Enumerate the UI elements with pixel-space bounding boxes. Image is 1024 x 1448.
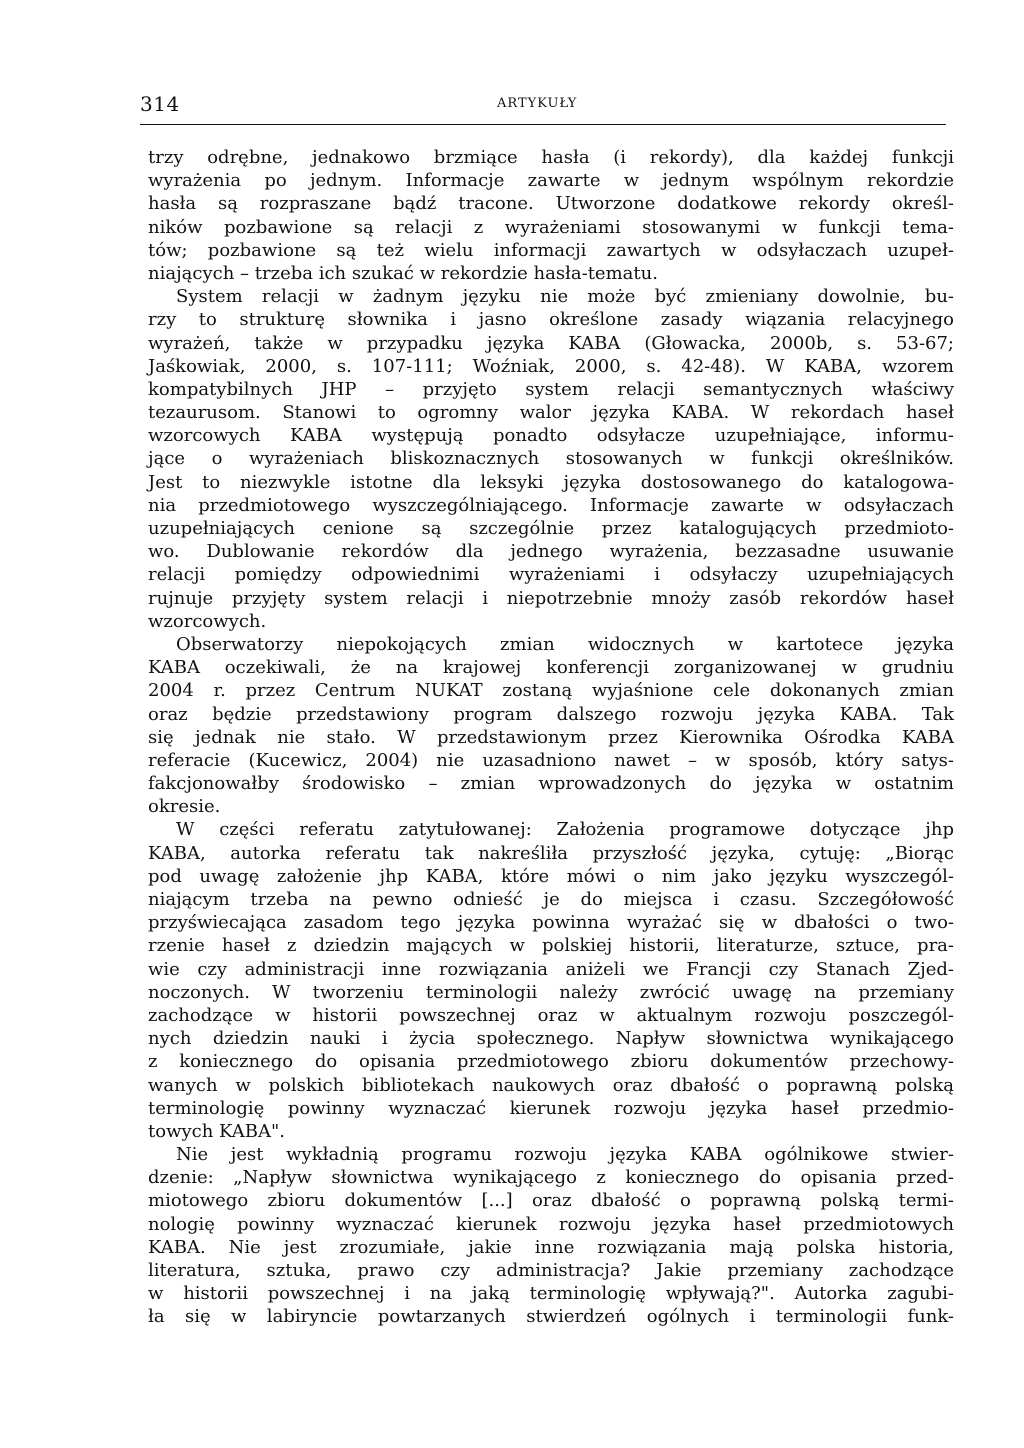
text-line: referacie (Kucewicz, 2004) nie uzasadniono nawet – w sposób, który satys- [148,749,954,771]
text-line: okresie. [148,796,221,818]
text-line: Jest to niezwykle istotne dla leksyki języka dostosowanego do katalogowa- [148,471,954,493]
text-line: relacji pomiędzy odpowiednimi wyrażeniami i odsyłaczy uzupełniających [148,564,954,586]
text-line: zachodzące w historii powszechnej oraz w aktualnym rozwoju poszczegól- [148,1004,954,1026]
paragraph [148,1143,954,1329]
text-line: nia przedmiotowego wyszczególniającego. Informacje zawarte w odsyłaczach [148,494,954,516]
text-line: 2004 r. przez Centrum NUKAT zostaną wyjaśnione cele dokonanych zmian [148,680,954,702]
text-line: wzorcowych KABA występują ponadto odsyłacze uzupełniające, informu- [148,425,954,447]
text-line: niającym trzeba na pewno odnieść je do miejsca i czasu. Szczegółowość [148,889,954,910]
page-number: 314 [140,92,180,116]
text-line: się jednak nie stało. W przedstawionym przez Kierownika Ośrodka KABA [148,726,954,748]
text-line: pod uwagę założenie jhp KABA, które mówi o nim jako języku wyszczegól- [148,865,954,887]
text-line: ników pozbawione są relacji z wyrażeniami stosowanymi w funkcji tema- [148,216,954,238]
text-line: fakcjonowałby środowisko – zmian wprowadzonych do języka w ostatnim [148,773,954,795]
text-line: nologię powinny wyznaczać kierunek rozwoju języka haseł przedmiotowych [148,1213,954,1235]
running-head: ARTYKUŁY [497,96,578,111]
text-line: rzenie haseł z dziedzin mających w polskiej historii, literaturze, sztuce, pra- [148,935,954,957]
text-line: Jaśkowiak, 2000, s. 107-111; Woźniak, 2000, s. 42-48). W KABA, wzorem [148,355,954,377]
text-line: dzenie: „Napływ słownictwa wynikającego z koniecznego do opisania przed- [148,1167,954,1189]
page-header [140,90,946,125]
paragraph [148,818,954,1143]
text-line: wie czy administracji inne rozwiązania aniżeli we Francji czy Stanach Zjed- [148,958,954,980]
text-line: literatura, sztuka, prawo czy administracja? Jakie przemiany zachodzące [148,1260,954,1281]
text-line: przyświecająca zasadom tego języka powinna wyrażać się w dbałości o two- [148,912,954,934]
text-line: jące o wyrażeniach bliskoznacznych stosowanych w funkcji określników. [148,448,954,470]
text-line: KABA oczekiwali, że na krajowej konferencji zorganizowanej w grudniu [148,657,954,679]
text-line: oraz będzie przedstawiony program dalszego rozwoju języka KABA. Tak [148,703,954,725]
text-line: towych KABA". [148,1120,285,1142]
text-line: ła się w labiryncie powtarzanych stwierdzeń ogólnych i terminologii funk- [148,1306,954,1328]
paragraph [148,285,954,633]
text-line: rujnuje przyjęty system relacji i niepotrzebnie mnoży zasób rekordów haseł [148,587,954,609]
text-line: terminologię powinny wyznaczać kierunek rozwoju języka haseł przedmio- [148,1097,954,1119]
text-line: w historii powszechnej i na jaką terminologię wpływają?". Autorka zagubi- [148,1283,954,1305]
text-line: hasła są rozpraszane bądź tracone. Utworzone dodatkowe rekordy określ- [148,193,954,215]
text-line: noczonych. W tworzeniu terminologii należy zwrócić uwagę na przemiany [148,981,954,1003]
text-line: KABA, autorka referatu tak nakreśliła przyszłość języka, cytuję: „Biorąc [148,842,954,864]
text-line: Nie jest wykładnią programu rozwoju języka KABA ogólnikowe stwier- [176,1144,954,1166]
text-line: rzy to strukturę słownika i jasno określone zasady wiązania relacyjnego [148,309,954,331]
article-body [148,146,954,1329]
text-line: uzupełniających cenione są szczególnie przez katalogujących przedmioto- [148,518,954,539]
text-line: wo. Dublowanie rekordów dla jednego wyrażenia, bezzasadne usuwanie [148,541,954,563]
text-line: trzy odrębne, jednakowo brzmiące hasła (i rekordy), dla każdej funkcji [148,147,954,168]
text-line: tezaurusom. Stanowi to ogromny walor języka KABA. W rekordach haseł [148,402,954,424]
text-line: kompatybilnych JHP – przyjęto system relacji semantycznych właściwy [148,378,954,400]
text-line: niających – trzeba ich szukać w rekordzie hasła-tematu. [148,262,658,284]
text-line: wyrażenia po jednym. Informacje zawarte w jednym wspólnym rekordzie [148,170,954,192]
paragraph [148,633,954,819]
text-line: wanych w polskich bibliotekach naukowych oraz dbałość o poprawną polską [148,1074,954,1096]
text-line: miotowego zbioru dokumentów [...] oraz dbałość o poprawną polską termi- [148,1190,954,1212]
text-line: tów; pozbawione są też wielu informacji zawartych w odsyłaczach uzupeł- [148,239,954,261]
text-line: W części referatu zatytułowanej: Założenia programowe dotyczące jhp [176,819,954,841]
text-line: wyrażeń, także w przypadku języka KABA (Głowacka, 2000b, s. 53-67; [148,332,954,354]
text-line: KABA. Nie jest zrozumiałe, jakie inne rozwiązania mają polska historia, [148,1236,954,1258]
text-line: System relacji w żadnym języku nie może być zmieniany dowolnie, bu- [176,286,954,308]
text-line: z koniecznego do opisania przedmiotowego zbioru dokumentów przechowy- [148,1051,954,1073]
text-line: wzorcowych. [148,610,267,632]
paragraph [148,146,954,285]
text-line: nych dziedzin nauki i życia społecznego. Napływ słownictwa wynikającego [148,1028,954,1050]
text-line: Obserwatorzy niepokojących zmian widocznych w kartotece języka [176,633,954,655]
